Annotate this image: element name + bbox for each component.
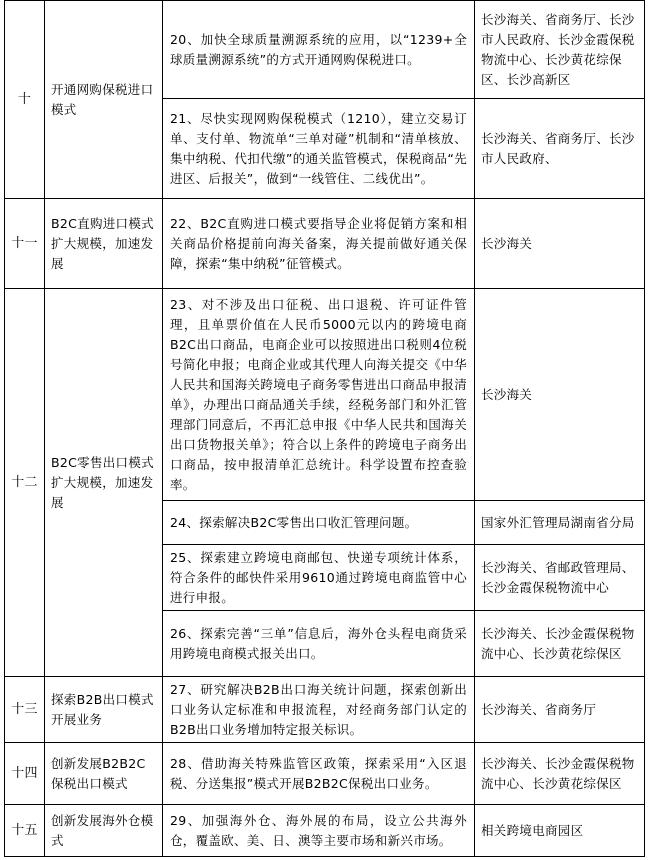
row-topic: 探索B2B出口模式开展业务 <box>45 677 163 743</box>
dept-cell: 长沙海关、省商务厅、长沙市人民政府、 <box>475 99 645 199</box>
dept-cell: 相关跨境电商园区 <box>475 805 645 857</box>
dept-cell: 长沙海关、省商务厅、长沙市人民政府、长沙金霞保税物流中心、长沙黄花综保区、长沙高新区 <box>475 1 645 99</box>
table-row <box>5 677 645 743</box>
task-cell: 20、加快全球质量溯源系统的应用，以“1239+全球质量溯源系统”的方式开通网购保税进口。 <box>163 1 475 99</box>
task-cell: 24、探索解决B2C零售出口收汇管理问题。 <box>163 501 475 545</box>
dept-cell: 国家外汇管理局湖南省分局 <box>475 501 645 545</box>
task-cell: 25、探索建立跨境电商邮包、快递专项统计体系，符合条件的邮快件采用9610通过跨境电商监管中心进行申报。 <box>163 545 475 611</box>
task-cell: 22、B2C直购进口模式要指导企业将促销方案和相关商品价格提前向海关备案，海关提前做好通关保障，探索“集中纳税”征管模式。 <box>163 199 475 289</box>
row-topic: B2C零售出口模式扩大规模，加速发展 <box>45 289 163 677</box>
row-number: 十一 <box>5 199 45 289</box>
task-cell: 27、研究解决B2B出口海关统计问题，探索创新出口业务认定标准和申报流程，对经商务部门认定的B2B出口业务增加特定报关标识。 <box>163 677 475 743</box>
dept-cell: 长沙海关 <box>475 199 645 289</box>
dept-cell: 长沙海关、省商务厅 <box>475 677 645 743</box>
task-cell: 23、对不涉及出口征税、出口退税、许可证件管理，且单票价值在人民币5000元以内的跨境电商B2C出口商品，电商企业可以按照进出口税则4位税号简化申报；电商企业或其代理人向海关提交《中华人民共和国海关跨境电子商务零售进出口商品申报清单》，办理出口商品通关手续，经税务部门和外汇管理部门同意后，不再汇总申报《中华人民共和国海关出口货物报关单》；符合以上条件的跨境电子商务出口商品，按申报清单汇总统计。科学设置布控查验率。 <box>163 289 475 501</box>
task-cell: 21、尽快实现网购保税模式（1210），建立交易订单、支付单、物流单“三单对碰”机制和“清单核放、集中纳税、代扣代缴”的通关监管模式，保税商品“先进区、后报关”，做到“一线管住、二线优出”。 <box>163 99 475 199</box>
dept-cell: 长沙海关、长沙金霞保税物流中心、长沙黄花综保区 <box>475 611 645 677</box>
row-topic: 创新发展B2B2C保税出口模式 <box>45 743 163 805</box>
row-topic: 开通网购保税进口模式 <box>45 1 163 199</box>
row-topic: 创新发展海外仓模式 <box>45 805 163 857</box>
table-row <box>5 199 645 289</box>
table-row <box>5 289 645 501</box>
dept-cell: 长沙海关 <box>475 289 645 501</box>
row-number: 十五 <box>5 805 45 857</box>
row-number: 十三 <box>5 677 45 743</box>
table-row <box>5 1 645 99</box>
task-cell: 29、加强海外仓、海外展的布局，设立公共海外仓，覆盖欧、美、日、澳等主要市场和新兴市场。 <box>163 805 475 857</box>
policy-table <box>4 0 645 857</box>
table-row <box>5 805 645 857</box>
row-number: 十二 <box>5 289 45 677</box>
task-cell: 26、探索完善“三单”信息后，海外仓头程电商货采用跨境电商模式报关出口。 <box>163 611 475 677</box>
dept-cell: 长沙海关、长沙金霞保税物流中心、长沙黄花综保区 <box>475 743 645 805</box>
task-cell: 28、借助海关特殊监管区政策，探索采用“入区退税、分送集报”模式开展B2B2C保税出口业务。 <box>163 743 475 805</box>
table-row <box>5 743 645 805</box>
row-number: 十四 <box>5 743 45 805</box>
row-topic: B2C直购进口模式扩大规模，加速发展 <box>45 199 163 289</box>
dept-cell: 长沙海关、省邮政管理局、长沙金霞保税物流中心 <box>475 545 645 611</box>
row-number: 十 <box>5 1 45 199</box>
